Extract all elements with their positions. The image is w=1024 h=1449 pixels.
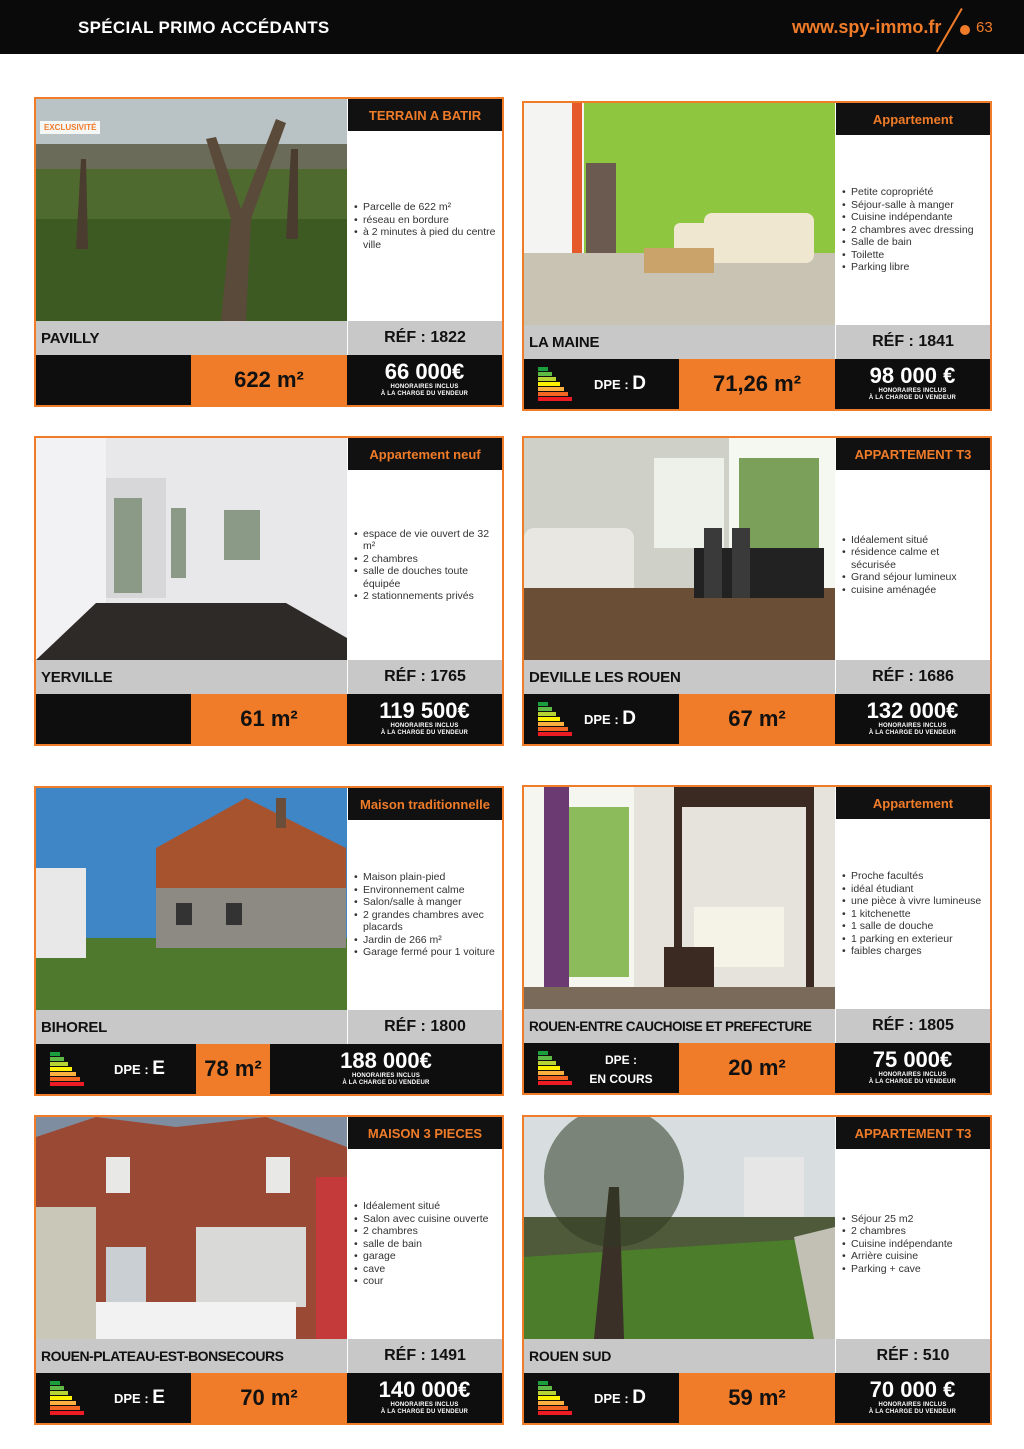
feature-item: • Salle de bain [842, 236, 974, 249]
feature-item: • Parcelle de 622 m² [354, 201, 496, 214]
listing-photo [524, 438, 835, 660]
listing-card-8[interactable] [522, 1115, 992, 1425]
park-photo-icon [524, 1117, 835, 1339]
listing-ref: RÉF : 1765 [348, 660, 502, 694]
price-amount: 140 000€ [378, 1377, 471, 1402]
studio-photo-icon [524, 787, 835, 1009]
feature-item: • Cuisine indépendante [842, 211, 974, 224]
feature-item: • idéal étudiant [842, 883, 981, 896]
listing-price [835, 1373, 990, 1423]
feature-item: • Garage fermé pour 1 voiture [354, 946, 496, 959]
listing-photo [524, 1117, 835, 1339]
feature-item: • Toilette [842, 249, 974, 262]
listing-price-bar [524, 359, 990, 409]
header-dot-icon [960, 25, 970, 35]
feature-item: • garage [354, 1250, 489, 1263]
listing-city: PAVILLY [36, 321, 347, 355]
energy-scale-icon [538, 1381, 572, 1417]
listing-photo [524, 787, 835, 1009]
feature-item: • salle de bain [354, 1238, 489, 1251]
feature-item: • Idéalement situé [354, 1200, 489, 1213]
listing-features [836, 819, 990, 1009]
listing-price-bar [524, 694, 990, 744]
price-note: À LA CHARGE DU VENDEUR [380, 391, 469, 397]
feature-item: • Séjour-salle à manger [842, 199, 974, 212]
listing-card-7[interactable] [34, 1115, 504, 1425]
exclusivity-badge: EXCLUSIVITÉ [40, 121, 100, 134]
listing-type: APPARTEMENT T3 [836, 438, 990, 470]
feature-item: • cave [354, 1263, 489, 1276]
listing-price [270, 1044, 502, 1094]
listing-type: MAISON 3 PIECES [348, 1117, 502, 1149]
feature-item: • Parking + cave [842, 1263, 953, 1276]
feature-item: • Maison plain-pied [354, 871, 496, 884]
listing-city: ROUEN-PLATEAU-EST-BONSECOURS [36, 1339, 347, 1373]
price-note: HONORAIRES INCLUS [390, 723, 459, 729]
energy-scale-icon [50, 1052, 84, 1088]
dpe-rating [524, 359, 679, 409]
listing-city: ROUEN-ENTRE CAUCHOISE ET PREFECTURE [524, 1009, 835, 1043]
feature-item: • 2 chambres [354, 1225, 489, 1238]
feature-item: • Séjour 25 m2 [842, 1213, 953, 1226]
page-number: 63 [976, 19, 993, 36]
listing-photo [36, 438, 347, 660]
listing-type: Maison traditionnelle [348, 788, 502, 820]
dpe-label: DPE : EN COURS [582, 1051, 660, 1089]
feature-item: • Jardin de 266 m² [354, 934, 496, 947]
listing-type: APPARTEMENT T3 [836, 1117, 990, 1149]
listing-ref: RÉF : 1841 [836, 325, 990, 359]
feature-item: • 1 parking en exterieur [842, 933, 981, 946]
listing-ref: RÉF : 1822 [348, 321, 502, 355]
feature-item: • Salon/salle à manger [354, 896, 496, 909]
energy-scale-icon [538, 702, 572, 738]
price-note: HONORAIRES INCLUS [878, 1072, 947, 1078]
dpe-label: DPE : D [594, 1387, 647, 1408]
price-note: HONORAIRES INCLUS [878, 388, 947, 394]
listing-price [835, 1043, 990, 1093]
feature-item: • cour [354, 1275, 489, 1288]
listing-ref: RÉF : 1805 [836, 1009, 990, 1043]
listing-photo [36, 1117, 347, 1339]
listing-area: 59 m² [679, 1373, 835, 1423]
listing-area: 78 m² [196, 1044, 270, 1094]
dpe-rating [524, 1043, 679, 1093]
dpe-value: D [622, 708, 637, 729]
price-note: HONORAIRES INCLUS [390, 1402, 459, 1408]
listing-card-4[interactable] [522, 436, 992, 746]
price-note: À LA CHARGE DU VENDEUR [380, 730, 469, 736]
dpe-rating [36, 1044, 191, 1094]
listing-city: YERVILLE [36, 660, 347, 694]
price-note: HONORAIRES INCLUS [878, 723, 947, 729]
listing-photo [36, 99, 347, 321]
dpe-value: D [632, 373, 647, 394]
listing-area: 20 m² [679, 1043, 835, 1093]
price-note: À LA CHARGE DU VENDEUR [868, 730, 957, 736]
feature-item: • à 2 minutes à pied du centre ville [354, 226, 496, 251]
page-title: SPÉCIAL PRIMO ACCÉDANTS [78, 18, 330, 37]
listing-ref: RÉF : 1800 [348, 1010, 502, 1044]
house-photo-icon [36, 788, 347, 1010]
energy-scale-icon [538, 1051, 572, 1087]
listing-price [835, 694, 990, 744]
price-amount: 66 000€ [384, 359, 465, 384]
price-amount: 98 000 € [869, 363, 956, 388]
feature-item: • salle de douches toute équipée [354, 565, 496, 590]
website-link[interactable]: www.spy-immo.fr [792, 17, 942, 37]
energy-scale-icon [538, 367, 572, 403]
feature-item: • 2 grandes chambres avec placards [354, 909, 496, 934]
listing-area: 71,26 m² [679, 359, 835, 409]
feature-item: • Environnement calme [354, 884, 496, 897]
feature-item: • 1 kitchenette [842, 908, 981, 921]
empty-room-photo-icon [36, 438, 347, 660]
listing-price-bar [36, 694, 502, 744]
listing-features [836, 135, 990, 325]
listing-type: Appartement neuf [348, 438, 502, 470]
listing-type: TERRAIN A BATIR [348, 99, 502, 131]
feature-item: • espace de vie ouvert de 32 m² [354, 528, 496, 553]
feature-item: • faibles charges [842, 945, 981, 958]
listing-price-bar [36, 1044, 502, 1094]
dpe-rating [524, 694, 679, 744]
price-note: À LA CHARGE DU VENDEUR [868, 1079, 957, 1085]
dpe-label: DPE : E [114, 1058, 165, 1079]
feature-item: • Proche facultés [842, 870, 981, 883]
listing-area: 67 m² [679, 694, 835, 744]
listing-card-3[interactable] [34, 436, 504, 746]
listing-features [348, 1149, 502, 1339]
lounge-photo-icon [524, 438, 835, 660]
listing-city: LA MAINE [524, 325, 835, 359]
price-note: À LA CHARGE DU VENDEUR [380, 1409, 469, 1415]
feature-item: • 2 chambres [354, 553, 496, 566]
feature-item: • Arrière cuisine [842, 1250, 953, 1263]
listing-price-bar [524, 1373, 990, 1423]
price-note: À LA CHARGE DU VENDEUR [868, 1409, 957, 1415]
living-room-photo-icon [524, 103, 835, 325]
dpe-rating [36, 1373, 191, 1423]
dpe-value: D [632, 1387, 647, 1408]
dpe-label: DPE : D [594, 373, 647, 394]
listing-photo [524, 103, 835, 325]
listing-features [836, 470, 990, 660]
listing-city: ROUEN SUD [524, 1339, 835, 1373]
feature-item: • une pièce à vivre lumineuse [842, 895, 981, 908]
listing-card-5[interactable] [34, 786, 504, 1096]
listing-area: 70 m² [191, 1373, 347, 1423]
listing-price-bar [524, 1043, 990, 1093]
price-amount: 132 000€ [866, 698, 959, 723]
dpe-value: E [152, 1387, 165, 1408]
feature-item: • Cuisine indépendante [842, 1238, 953, 1251]
feature-item: • Parking libre [842, 261, 974, 274]
feature-item: • résidence calme et sécurisée [842, 546, 984, 571]
listing-price [347, 1373, 502, 1423]
listing-features [836, 1149, 990, 1339]
energy-scale-icon [50, 1381, 84, 1417]
price-amount: 119 500€ [379, 698, 470, 723]
listing-card-1[interactable] [34, 97, 504, 407]
listing-price [347, 355, 502, 405]
listing-card-2[interactable] [522, 101, 992, 411]
listing-photo [36, 788, 347, 1010]
feature-item: • 2 stationnements privés [354, 590, 496, 603]
listing-ref: RÉF : 510 [836, 1339, 990, 1373]
feature-item: • 1 salle de douche [842, 920, 981, 933]
listing-type: Appartement [836, 103, 990, 135]
feature-item: • Grand séjour lumineux [842, 571, 984, 584]
listing-area: 622 m² [191, 355, 347, 405]
feature-item: • Idéalement situé [842, 534, 984, 547]
page-header [0, 0, 1024, 54]
price-note: HONORAIRES INCLUS [878, 1402, 947, 1408]
feature-item: • Petite copropriété [842, 186, 974, 199]
price-amount: 188 000€ [340, 1048, 432, 1073]
feature-item: • réseau en bordure [354, 214, 496, 227]
listing-price-bar [36, 1373, 502, 1423]
price-note: À LA CHARGE DU VENDEUR [868, 395, 957, 401]
feature-item: • 2 chambres [842, 1225, 953, 1238]
dpe-value: EN COURS [589, 1072, 653, 1086]
listing-ref: RÉF : 1686 [836, 660, 990, 694]
feature-item: • 2 chambres avec dressing [842, 224, 974, 237]
price-note: HONORAIRES INCLUS [390, 384, 459, 390]
listing-city: DEVILLE LES ROUEN [524, 660, 835, 694]
listing-card-6[interactable] [522, 785, 992, 1095]
dpe-label: DPE : D [584, 708, 637, 729]
price-note: HONORAIRES INCLUS [351, 1073, 421, 1079]
price-amount: 75 000€ [872, 1047, 953, 1072]
listing-city: BIHOREL [36, 1010, 347, 1044]
feature-item: • Salon avec cuisine ouverte [354, 1213, 489, 1226]
feature-item: • cuisine aménagée [842, 584, 984, 597]
listing-price [835, 359, 990, 409]
listing-features [348, 820, 502, 1010]
dpe-rating [524, 1373, 679, 1423]
listing-area: 61 m² [191, 694, 347, 744]
dpe-value: E [152, 1058, 165, 1079]
dpe-label: DPE : E [114, 1387, 165, 1408]
price-amount: 70 000 € [869, 1377, 956, 1402]
listing-type: Appartement [836, 787, 990, 819]
listing-features [348, 131, 502, 321]
brick-house-photo-icon [36, 1117, 347, 1339]
listing-price [347, 694, 502, 744]
listing-price-bar [36, 355, 502, 405]
listing-ref: RÉF : 1491 [348, 1339, 502, 1373]
price-note: À LA CHARGE DU VENDEUR [342, 1080, 430, 1086]
listing-features [348, 470, 502, 660]
